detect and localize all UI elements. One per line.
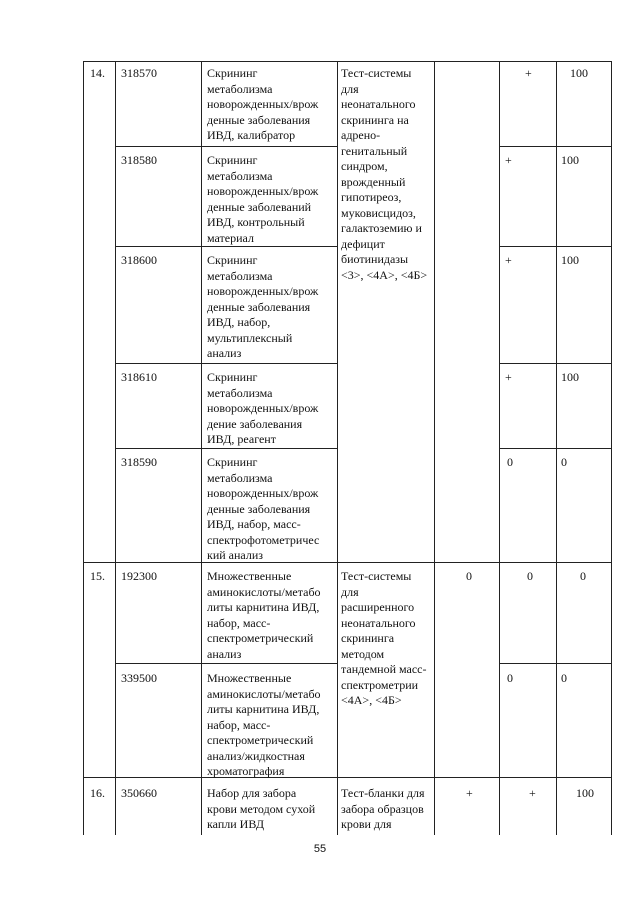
type-line: <3>, <4А>, <4Б> [341,267,428,282]
table-left-border [83,61,84,835]
group-divider [83,777,611,778]
name-line: Множественные [207,671,292,685]
row-divider [115,363,337,364]
column-divider [499,61,500,835]
name-line: денные заболевания [207,501,311,516]
name-line: метаболизма [207,470,273,485]
product-code: 350660 [121,786,157,800]
name-line: Скрининг [207,455,258,469]
row-number: 16. [90,786,105,800]
column-divider [115,61,116,835]
product-code: 192300 [121,569,157,583]
name-line: новорожденных/врож [207,284,319,298]
product-name-cell [207,569,333,662]
name-line: анализ [207,646,242,661]
percentage-value: 100 [561,253,579,267]
availability-mark: 0 [507,455,513,469]
name-line: материал [207,230,254,245]
name-line: метаболизма [207,385,273,400]
percentage-value: 100 [576,786,594,800]
name-line: кий анализ [207,548,264,562]
availability-mark: + [505,370,512,384]
type-line: Тест-бланки для [341,786,425,800]
product-code: 318570 [121,66,157,80]
name-line: новорожденных/врож [207,486,319,500]
availability-mark: 0 [527,569,533,583]
type-line: биотинидазы [341,252,409,266]
name-line: ИВД, набор, масс- [207,517,301,531]
row-divider [499,663,611,664]
name-line: ИВД, реагент [207,432,276,446]
type-line: Тест-системы [341,66,412,80]
type-line: галактоземию и [341,221,422,235]
column-divider [556,61,557,835]
name-line: ИВД, калибратор [207,128,296,142]
row-divider [499,146,611,147]
name-line: Набор для забора [207,786,297,800]
row-divider [499,448,611,449]
row-divider [115,663,337,664]
row-divider [115,448,337,449]
type-line: скрининга на [341,112,409,127]
product-name-cell [207,671,333,780]
row-divider [499,246,611,247]
page-number: 55 [313,843,327,855]
percentage-value: 100 [561,153,579,167]
name-line: анализ [207,346,242,360]
availability-mark: + [505,153,512,167]
name-line: Скрининг [207,370,258,384]
name-line: набор, масс- [207,615,271,630]
name-line: спектрометрический [207,733,314,747]
availability-mark: + [529,786,536,800]
name-line: новорожденных/врож [207,97,319,111]
type-line: для [341,584,359,599]
type-line: расширенного [341,600,415,614]
product-type-cell [341,786,433,833]
name-line: денные заболевания [207,112,311,127]
type-line: неонатального [341,97,416,111]
type-line: адрено- [341,128,381,142]
name-line: капли ИВД [207,817,265,831]
name-line: ИВД, набор, [207,315,271,329]
product-code: 318600 [121,253,157,267]
name-line: спектрометрический [207,631,314,645]
type-line: неонатального [341,615,416,630]
name-line: денные заболеваний [207,199,312,214]
table-right-border [611,61,612,835]
type-line: муковисцидоз, [341,205,416,220]
type-line: синдром, [341,159,388,173]
product-name-cell [207,455,333,564]
type-line: Тест-системы [341,569,412,583]
type-line: генитальный [341,143,408,158]
row-divider [115,146,337,147]
percentage-value: 100 [561,370,579,384]
name-line: Скрининг [207,153,258,167]
name-line: денные заболевания [207,299,311,314]
product-code: 318580 [121,153,157,167]
product-name-cell [207,370,333,448]
row-divider [115,246,337,247]
product-code: 339500 [121,671,157,685]
row-number: 15. [90,569,105,583]
percentage-value: 0 [561,455,567,469]
availability-mark: 0 [507,671,513,685]
product-name-cell [207,153,333,246]
column-divider [337,61,338,835]
product-code: 318590 [121,455,157,469]
name-line: аминокислоты/метабо [207,584,321,599]
type-line: забора образцов [341,801,424,816]
name-line: метаболизма [207,81,273,96]
name-line: литы карнитина ИВД, [207,702,320,716]
type-line: <4А>, <4Б> [341,693,402,707]
percentage-value: 0 [561,671,567,685]
name-line: Множественные [207,569,292,583]
column-divider [434,61,435,835]
name-line: дение заболевания [207,416,303,431]
product-name-cell [207,66,333,144]
name-line: спектрофотометричес [207,532,320,547]
type-line: врожденный [341,174,406,189]
name-line: мультиплексный [207,330,293,345]
product-type-cell [341,569,433,709]
product-name-cell [207,253,333,362]
table-top-border [83,61,611,62]
type-line: гипотиреоз, [341,190,402,204]
type-line: тандемной масс- [341,662,427,676]
quantity-value: + [466,786,473,800]
product-type-cell [341,66,433,283]
row-divider [499,363,611,364]
name-line: хроматография [207,764,285,778]
name-line: литы карнитина ИВД, [207,600,320,614]
product-name-cell [207,786,333,833]
availability-mark: + [505,253,512,267]
availability-mark: + [525,66,532,80]
group-divider [83,562,611,563]
percentage-value: 0 [580,569,586,583]
type-line: спектрометрии [341,677,419,692]
column-divider [201,61,202,835]
product-code: 318610 [121,370,157,384]
name-line: аминокислоты/метабо [207,686,321,701]
name-line: метаболизма [207,168,273,183]
quantity-value: 0 [466,569,472,583]
name-line: Скрининг [207,253,258,267]
name-line: набор, масс- [207,717,271,732]
row-number: 14. [90,66,105,80]
type-line: скрининга [341,631,395,645]
type-line: крови для [341,817,392,831]
name-line: анализ/жидкостная [207,748,305,763]
name-line: крови методом сухой [207,801,316,816]
percentage-value: 100 [570,66,588,80]
type-line: методом [341,646,385,661]
name-line: ИВД, контрольный [207,215,305,229]
type-line: для [341,81,359,96]
type-line: дефицит [341,236,385,251]
name-line: метаболизма [207,268,273,283]
name-line: Скрининг [207,66,258,80]
name-line: новорожденных/врож [207,401,319,415]
name-line: новорожденных/врож [207,184,319,198]
